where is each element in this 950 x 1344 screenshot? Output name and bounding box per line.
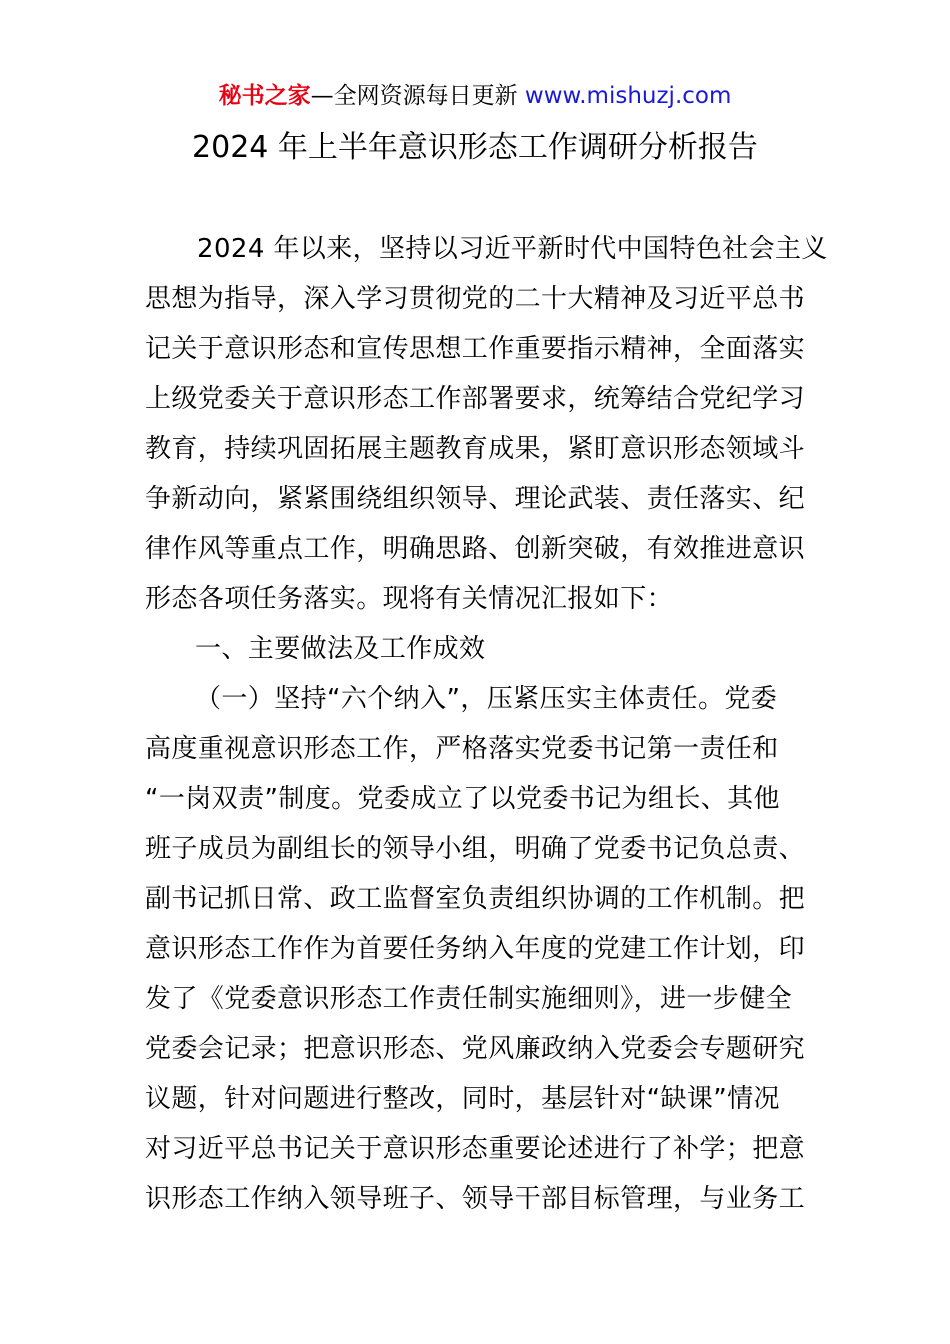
paragraph-line: 副书记抓日常、政工监督室负责组织协调的工作机制。把: [145, 884, 806, 914]
document-title: 2024 年上半年意识形态工作调研分析报告: [192, 130, 758, 165]
section-heading: 一、主要做法及工作成效: [195, 634, 486, 664]
paragraph-line: 争新动向，紧紧围绕组织领导、理论武装、责任落实、纪: [145, 484, 806, 514]
paragraph-line: 意识形态工作作为首要任务纳入年度的党建工作计划，印: [145, 934, 806, 964]
site-brand: 秘书之家: [218, 83, 311, 109]
paragraph-line: （一）坚持“六个纳入”，压紧压实主体责任。党委: [195, 684, 778, 714]
site-url-link[interactable]: www.mishuzj.com: [524, 83, 732, 109]
paragraph-line: 识形态工作纳入领导班子、领导干部目标管理，与业务工: [145, 1184, 806, 1214]
paragraph-line: 对习近平总书记关于意识形态重要论述进行了补学；把意: [145, 1134, 806, 1164]
paragraph-line: 2024 年以来，坚持以习近平新时代中国特色社会主义: [197, 234, 828, 264]
paragraph-line: 形态各项任务落实。现将有关情况汇报如下：: [145, 584, 674, 614]
paragraph-line: 党委会记录；把意识形态、党风廉政纳入党委会专题研究: [145, 1034, 806, 1064]
paragraph-line: 议题，针对问题进行整改，同时，基层针对“缺课”情况: [145, 1084, 780, 1114]
paragraph-line: 记关于意识形态和宣传思想工作重要指示精神，全面落实: [145, 334, 806, 364]
site-slogan: —全网资源每日更新: [310, 83, 525, 109]
paragraph-line: 思想为指导，深入学习贯彻党的二十大精神及习近平总书: [145, 284, 806, 314]
site-header: [0, 80, 950, 112]
paragraph-line: “一岗双责”制度。党委成立了以党委书记为组长、其他: [145, 784, 780, 814]
paragraph-line: 教育，持续巩固拓展主题教育成果，紧盯意识形态领域斗: [145, 434, 806, 464]
document-body: [145, 224, 828, 1224]
paragraph-line: 高度重视意识形态工作，严格落实党委书记第一责任和: [145, 734, 779, 764]
paragraph-line: 班子成员为副组长的领导小组，明确了党委书记负总责、: [145, 834, 806, 864]
paragraph-line: 律作风等重点工作，明确思路、创新突破，有效推进意识: [145, 534, 806, 564]
paragraph-line: 上级党委关于意识形态工作部署要求，统筹结合党纪学习: [145, 384, 806, 414]
paragraph-line: 发了《党委意识形态工作责任制实施细则》，进一步健全: [145, 984, 793, 1014]
